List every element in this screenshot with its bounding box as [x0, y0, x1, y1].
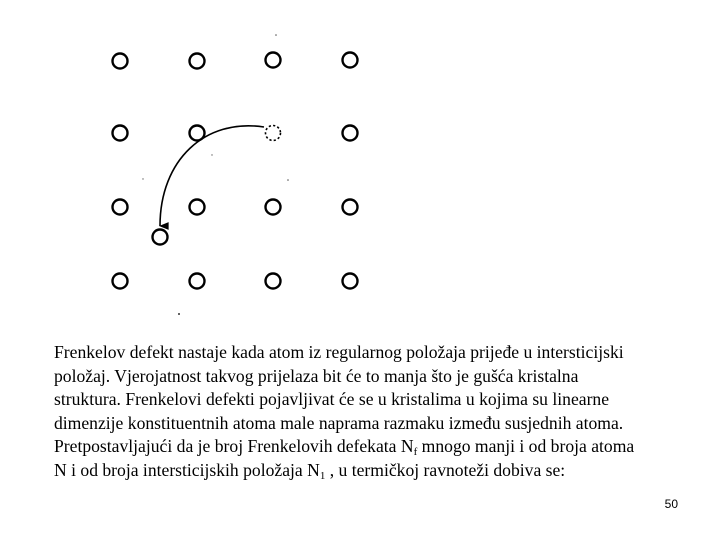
- speck-mark: [287, 179, 289, 181]
- vacancy-site: [266, 126, 281, 141]
- text-fragment: N i od broja intersticijskih položaja N: [54, 459, 320, 480]
- lattice-atom: [190, 200, 205, 215]
- lattice-atom: [343, 53, 358, 68]
- interstitial-atom: [153, 230, 168, 245]
- migration-arrow: [160, 126, 264, 226]
- text-fragment: Pretpostavljajući da je broj Frenkelovih defekata N: [54, 436, 414, 457]
- body-paragraph: [54, 341, 718, 483]
- text-line: položaj. Vjerojatnost takvog prijelaza bit će to manja što je gušća kristalna: [54, 365, 579, 386]
- text-fragment: , u termičkoj ravnoteži dobiva se:: [325, 459, 566, 480]
- lattice-atom: [343, 126, 358, 141]
- text-fragment: mnogo manji i od broja atoma: [417, 436, 635, 457]
- speck-mark: [142, 178, 143, 179]
- text-line: Frenkelov defekt nastaje kada atom iz regularnog položaja prijeđe u intersticijski: [54, 342, 624, 362]
- text-line: [54, 435, 718, 459]
- subscript-f: f: [413, 446, 418, 459]
- lattice-atom: [343, 200, 358, 215]
- lattice-atom: [343, 274, 358, 289]
- speck-mark: [211, 154, 212, 155]
- speck-mark: [178, 313, 180, 315]
- lattice-atom: [113, 126, 128, 141]
- lattice-atom: [266, 53, 281, 68]
- page-number: 50: [664, 497, 678, 511]
- lattice-atom: [190, 274, 205, 289]
- speck-mark: [275, 34, 277, 36]
- lattice-atom: [113, 200, 128, 215]
- text-line: [54, 459, 718, 483]
- text-line: dimenzije konstituentnih atoma male naprama razmaku između susjednih atoma.: [54, 412, 624, 433]
- subscript-1: 1: [319, 469, 326, 482]
- lattice-atom: [190, 54, 205, 69]
- lattice-atom: [266, 200, 281, 215]
- lattice-atom: [113, 54, 128, 69]
- lattice-atom: [266, 274, 281, 289]
- lattice-atom: [113, 274, 128, 289]
- text-line: struktura. Frenkelovi defekti pojavljivat će se u kristalima u kojima su linearne: [54, 389, 610, 410]
